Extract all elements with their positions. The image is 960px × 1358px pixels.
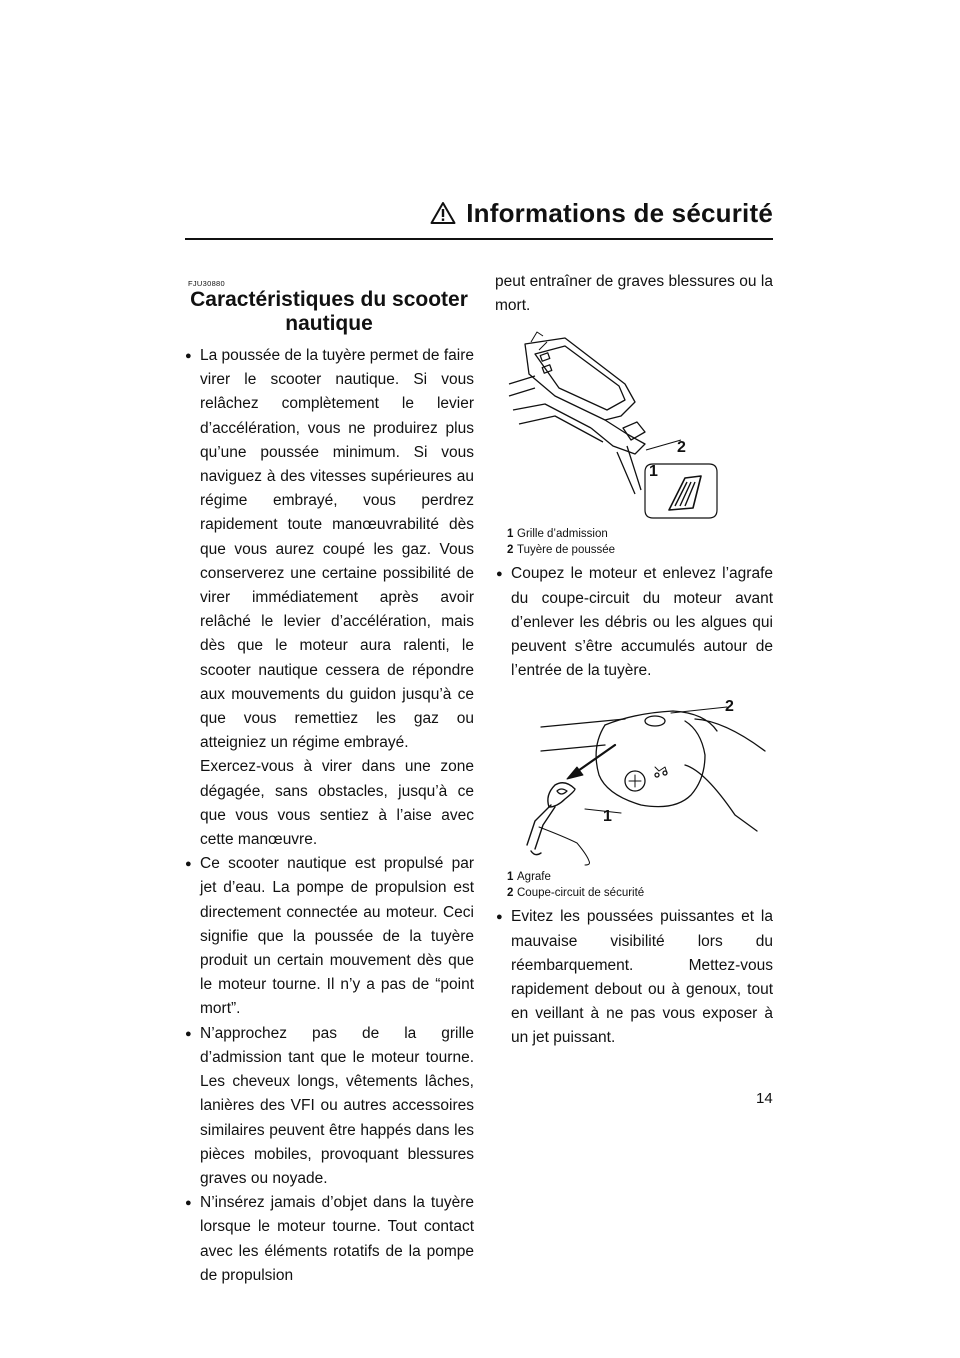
figure1-captions (507, 526, 773, 558)
figure1-callout-1: 1 (649, 463, 658, 481)
jet-nozzle-illustration (495, 324, 773, 524)
figure1-callout-2: 2 (677, 439, 686, 457)
bullet-text: ● Coupez le moteur et enlevez l’agrafe du coupe-circuit du moteur avant d’enlever les débris ou les algues qui peuvent s’être accumulés autour de l’entrée de la tuyère. (511, 565, 773, 680)
caption-number: 2 (507, 887, 514, 900)
continuation-text: peut entraîner de graves blessures ou la mort. (495, 273, 773, 315)
figure2-callout-2: 2 (725, 698, 734, 716)
bullet-item (184, 1022, 474, 1191)
page-number: 14 (756, 1090, 773, 1107)
bullet-text: ● N’approchez pas de la grille d’admission tant que le moteur tourne. Les cheveux longs, vêtements lâches, lanières des VFI ou autres accessoires similaires peuvent être happés dans les pièces mobiles, provoquant blessures graves ou noyade. (200, 1024, 474, 1187)
caption-row (507, 542, 773, 558)
bullet-text-2: Exercez-vous à virer dans une zone dégagée, sans obstacles, jusqu’à ce que vous vous sentiez à l’aise avec cette manœuvre. (200, 758, 474, 849)
section-title-line2: nautique (285, 312, 373, 335)
header-title-wrap (430, 198, 773, 232)
lanyard-clip-illustration (495, 695, 773, 867)
bullet-text: ● Ce scooter nautique est propulsé par jet d’eau. La pompe de propulsion est directement connectée au moteur. Ceci signifie que la poussée de la tuyère produit un certain mouvement dès que le moteur tourne. Il n’y a pas de “point mort”. (200, 855, 474, 1018)
bullet-item (495, 905, 773, 1050)
caption-text: Coupe-circuit de sécurité (517, 887, 645, 900)
figure2-callout-1: 1 (603, 808, 612, 826)
bullet-item (184, 852, 474, 1021)
right-bullet-list-b (495, 905, 773, 1050)
page-header (185, 198, 773, 258)
figure-intake-grille (495, 324, 773, 524)
bullet-text: ● N’insérez jamais d’objet dans la tuyère lorsque le moteur tourne. Tout contact avec les éléments rotatifs de la pompe de propulsion (200, 1194, 474, 1284)
header-rule (185, 238, 773, 240)
section-code: FJU30880 (188, 279, 226, 288)
header-title: Informations de sécurité (466, 198, 773, 228)
caption-row (507, 885, 773, 901)
figure-safety-lanyard (495, 695, 773, 867)
caption-row (507, 526, 773, 542)
figure2-captions (507, 869, 773, 901)
caption-text: Grille d’admission (517, 528, 608, 541)
bullet-text: ● La poussée de la tuyère permet de faire virer le scooter nautique. Si vous relâchez complètement le levier d’accélération, vous ne produirez plus qu’une poussée minimum. Si vous naviguez à des vitesses supérieures au régime embrayé, vous perdrez rapidement toute manœuvrabilité dès que vous aurez coupé les gaz. Vous conserverez une certaine possibilité de virer immédiatement après avoir relâché le levier d’accélération, mais dès que le moteur aura ralenti, le scooter nautique cessera de répondre aux mouvements du guidon jusqu’à ce que vous remettiez les gaz ou atteigniez un régime embrayé. (200, 347, 475, 752)
right-column (495, 270, 773, 1051)
bullet-item (495, 562, 773, 683)
bullet-item (184, 344, 474, 852)
left-column (184, 279, 474, 1288)
left-bullet-list (184, 344, 474, 1288)
section-title-line1: Caractéristiques du scooter (190, 288, 468, 311)
warning-triangle-icon (430, 201, 456, 232)
caption-number: 1 (507, 871, 514, 884)
bullet-text: ● Evitez les poussées puissantes et la mauvaise visibilité lors du réembarquement. Mettez-vous rapidement debout ou à genoux, tout en veillant à ne pas vous exposer à un jet puissant. (511, 908, 773, 1047)
caption-number: 2 (507, 544, 514, 557)
bullet-item (184, 1191, 474, 1288)
caption-text: Agrafe (517, 871, 551, 884)
caption-number: 1 (507, 528, 514, 541)
caption-row (507, 869, 773, 885)
section-title (184, 288, 474, 336)
right-bullet-list-a (495, 562, 773, 683)
caption-text: Tuyère de poussée (517, 544, 616, 557)
